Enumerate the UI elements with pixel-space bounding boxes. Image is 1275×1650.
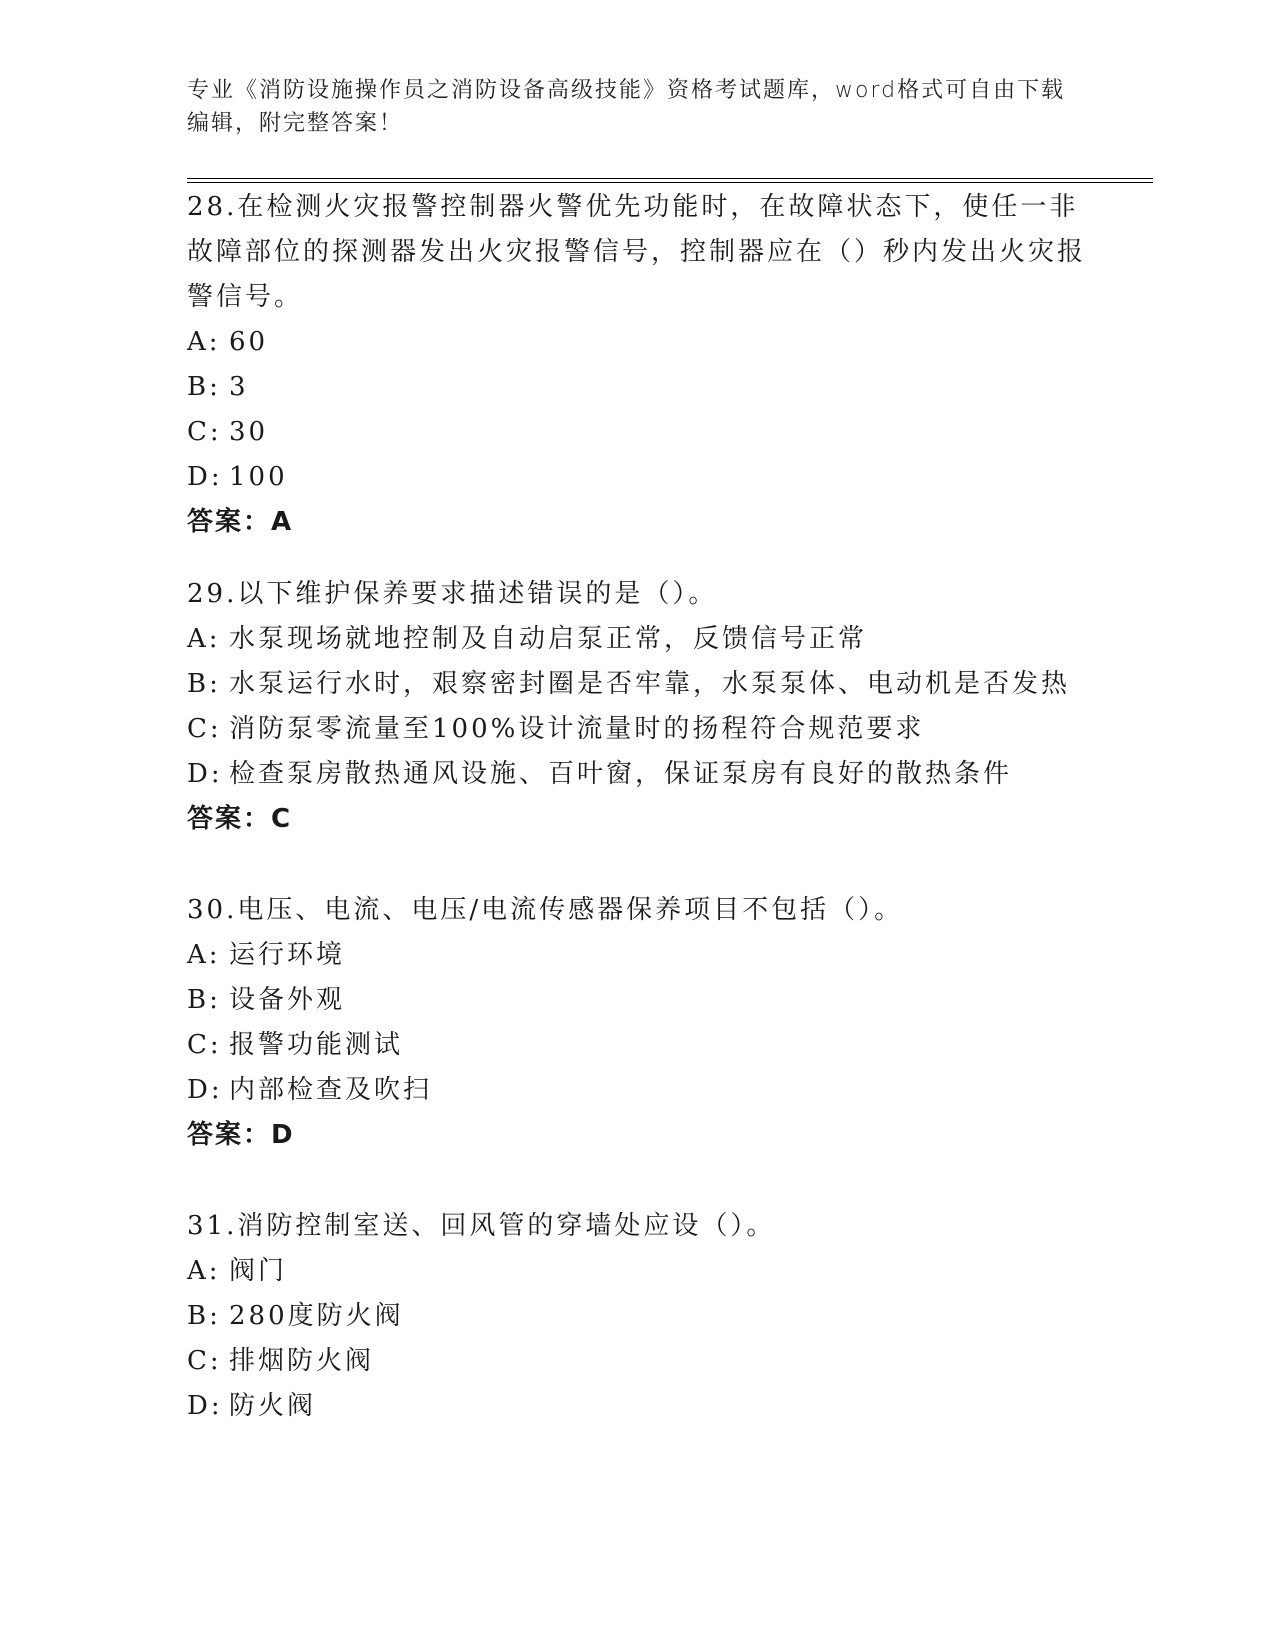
answer-label: 答案：C <box>187 804 293 834</box>
option-text: 30 <box>229 417 269 447</box>
option-a <box>187 933 1087 978</box>
option-key: B: <box>187 372 221 402</box>
question-30 <box>187 888 1087 1158</box>
option-b <box>187 365 1087 410</box>
option-c <box>187 1023 1087 1068</box>
option-text: 检查泵房散热通风设施、百叶窗，保证泵房有良好的散热条件 <box>229 759 1013 789</box>
header-divider-bottom <box>187 182 1153 183</box>
option-key: D: <box>187 1075 223 1105</box>
option-text: 水泵运行水时，艰察密封圈是否牢靠，水泵泵体、电动机是否发热 <box>229 669 1071 699</box>
question-stem: 29.以下维护保养要求描述错误的是（）。 <box>187 579 718 609</box>
option-text: 阀门 <box>229 1256 288 1286</box>
option-key: D: <box>187 759 223 789</box>
option-text: 设备外观 <box>229 985 346 1015</box>
option-d <box>187 455 1087 500</box>
option-d <box>187 1384 1087 1429</box>
option-a <box>187 1249 1087 1294</box>
option-a <box>187 320 1087 365</box>
option-key: C: <box>187 1030 222 1060</box>
option-text: 水泵现场就地控制及自动启泵正常，反馈信号正常 <box>229 624 868 654</box>
option-b <box>187 978 1087 1023</box>
header-divider-top <box>187 178 1153 179</box>
option-text: 3 <box>229 372 249 402</box>
option-text: 内部检查及吹扫 <box>229 1075 433 1105</box>
answer-label: 答案：A <box>187 507 294 537</box>
option-key: D: <box>187 462 223 492</box>
option-b <box>187 662 1087 707</box>
option-key: C: <box>187 714 222 744</box>
option-text: 消防泵零流量至100%设计流量时的扬程符合规范要求 <box>229 714 925 744</box>
question-29 <box>187 572 1087 842</box>
option-key: A: <box>187 1256 221 1286</box>
option-d <box>187 752 1087 797</box>
option-key: D: <box>187 1391 223 1421</box>
option-c <box>187 410 1087 455</box>
option-b <box>187 1294 1087 1339</box>
question-28 <box>187 185 1087 545</box>
option-text: 280度防火阀 <box>229 1301 404 1331</box>
answer-label: 答案：D <box>187 1120 295 1150</box>
option-key: C: <box>187 1346 222 1376</box>
question-stem: 28.在检测火灾报警控制器火警优先功能时，在故障状态下，使任一非故障部位的探测器发出火灾报警信号，控制器应在（）秒内发出火灾报警信号。 <box>187 192 1087 312</box>
question-stem: 30.电压、电流、电压/电流传感器保养项目不包括（）。 <box>187 895 904 925</box>
question-31 <box>187 1204 1087 1429</box>
option-text: 排烟防火阀 <box>229 1346 375 1376</box>
option-text: 防火阀 <box>229 1391 317 1421</box>
document-header: 专业《消防设施操作员之消防设备高级技能》资格考试题库，word格式可自由下载编辑，附完整答案！ <box>187 78 1066 136</box>
question-stem: 31.消防控制室送、回风管的穿墙处应设（）。 <box>187 1211 776 1241</box>
option-text: 运行环境 <box>229 940 346 970</box>
option-key: B: <box>187 1301 221 1331</box>
option-c <box>187 1339 1087 1384</box>
option-a <box>187 617 1087 662</box>
option-key: B: <box>187 985 221 1015</box>
option-key: A: <box>187 940 221 970</box>
option-key: A: <box>187 327 221 357</box>
option-text: 60 <box>229 327 269 357</box>
option-c <box>187 707 1087 752</box>
option-d <box>187 1068 1087 1113</box>
option-key: C: <box>187 417 222 447</box>
option-key: B: <box>187 669 221 699</box>
option-key: A: <box>187 624 221 654</box>
option-text: 报警功能测试 <box>229 1030 404 1060</box>
option-text: 100 <box>229 462 288 492</box>
